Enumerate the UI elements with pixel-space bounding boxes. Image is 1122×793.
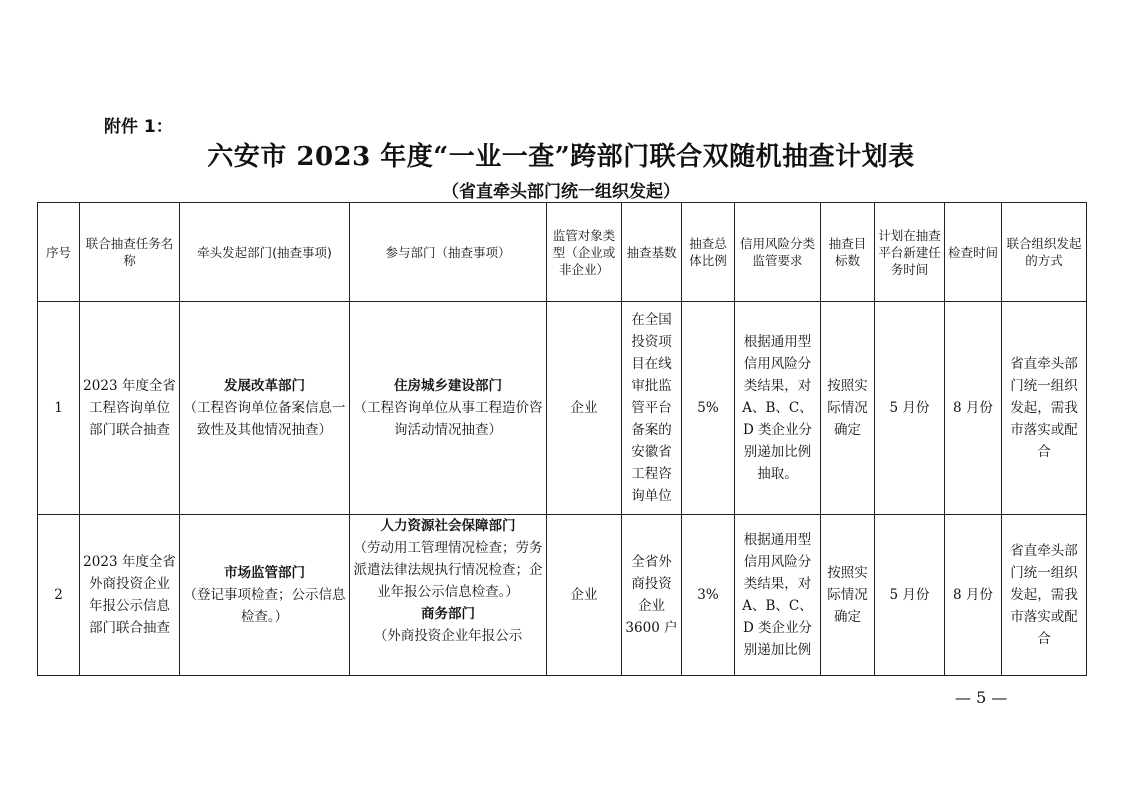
cell-task: 2023 年度全省工程咨询单位部门联合抽查 — [80, 302, 180, 515]
document-title: 六安市 2023 年度“一业一查”跨部门联合双随机抽查计划表 — [207, 142, 915, 172]
participant-dept-name: 商务部门 — [421, 606, 475, 622]
cell-participants — [350, 302, 547, 515]
cell-target: 按照实际情况确定 — [821, 515, 875, 676]
header-create-time: 计划在抽查平台新建任务时间 — [875, 203, 945, 302]
cell-base: 在全国投资项目在线审批监管平台备案的安徽省工程咨询单位 — [622, 302, 682, 515]
table-row — [38, 515, 1087, 676]
header-base: 抽查基数 — [622, 203, 682, 302]
lead-dept-items: （工程咨询单位备案信息一致性及其他情况抽查） — [183, 400, 346, 438]
cell-no: 1 — [38, 302, 80, 515]
page-number: — 5 — — [955, 688, 1008, 707]
header-target: 抽查目标数 — [821, 203, 875, 302]
table-row — [38, 302, 1087, 515]
participant-dept-items: （外商投资企业年报公示 — [373, 628, 523, 644]
lead-dept-name: 市场监管部门 — [224, 565, 305, 581]
header-object-type: 监管对象类型（企业或非企业） — [547, 203, 622, 302]
cell-participants — [350, 515, 547, 676]
header-task: 联合抽查任务名称 — [80, 203, 180, 302]
lead-dept-items: （登记事项检查；公示信息检查。） — [183, 587, 346, 625]
participant-dept-items: （劳动用工管理情况检查；劳务派遣法律法规执行情况检查；企业年报公示信息检查。） — [353, 540, 543, 600]
cell-lead — [180, 302, 350, 515]
cell-method: 省直牵头部门统一组织发起，需我市落实或配合 — [1002, 515, 1087, 676]
header-credit-req: 信用风险分类监管要求 — [735, 203, 821, 302]
cell-object-type: 企业 — [547, 515, 622, 676]
cell-ratio: 5% — [682, 302, 735, 515]
cell-target: 按照实际情况确定 — [821, 302, 875, 515]
document-subtitle: （省直牵头部门统一组织发起） — [442, 182, 680, 202]
header-participants: 参与部门（抽查事项） — [350, 203, 547, 302]
attachment-label: 附件 1： — [104, 117, 173, 137]
cell-lead — [180, 515, 350, 676]
participant-dept-name: 人力资源社会保障部门 — [380, 518, 516, 534]
header-no: 序号 — [38, 203, 80, 302]
cell-ratio: 3% — [682, 515, 735, 676]
cell-base: 全省外商投资企业 3600 户 — [622, 515, 682, 676]
header-check-time: 检查时间 — [945, 203, 1002, 302]
participant-dept-items: （工程咨询单位从事工程造价咨询活动情况抽查） — [353, 400, 543, 438]
header-method: 联合组织发起的方式 — [1002, 203, 1087, 302]
header-ratio: 抽查总体比例 — [682, 203, 735, 302]
cell-create-time: 5 月份 — [875, 515, 945, 676]
lead-dept-name: 发展改革部门 — [224, 378, 305, 394]
cell-create-time: 5 月份 — [875, 302, 945, 515]
cell-object-type: 企业 — [547, 302, 622, 515]
plan-table — [37, 202, 1087, 676]
cell-no: 2 — [38, 515, 80, 676]
participant-dept-name: 住房城乡建设部门 — [394, 378, 502, 394]
cell-method: 省直牵头部门统一组织发起，需我市落实或配合 — [1002, 302, 1087, 515]
cell-check-time: 8 月份 — [945, 515, 1002, 676]
header-lead-dept: 牵头发起部门(抽查事项) — [180, 203, 350, 302]
cell-credit-req: 根据通用型信用风险分类结果，对 A、B、C、D 类企业分别递加比例抽取。 — [735, 302, 821, 515]
table-header-row — [38, 203, 1087, 302]
cell-credit-req: 根据通用型信用风险分类结果，对 A、B、C、D 类企业分别递加比例 — [735, 515, 821, 676]
cell-check-time: 8 月份 — [945, 302, 1002, 515]
cell-task: 2023 年度全省外商投资企业年报公示信息部门联合抽查 — [80, 515, 180, 676]
